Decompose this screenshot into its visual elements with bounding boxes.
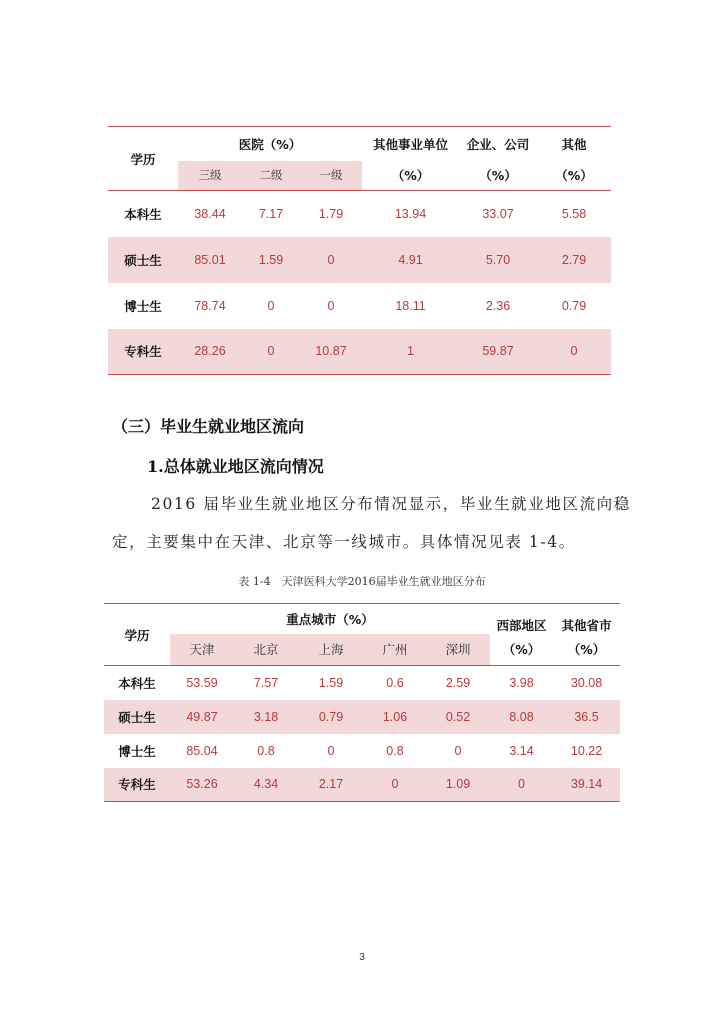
degree-header: 学历	[108, 127, 178, 191]
row-label: 专科生	[108, 329, 178, 375]
cell: 0	[454, 743, 462, 758]
cell: 0	[364, 768, 426, 802]
row-label: 硕士生	[108, 237, 178, 283]
cell: 3.14	[509, 743, 534, 758]
cell: 30.08	[570, 675, 603, 690]
hospital-header: 医院（%）	[238, 136, 302, 152]
cell: 0.79	[561, 298, 587, 313]
cell: 85.04	[186, 743, 218, 758]
cell: 0.52	[426, 700, 490, 734]
other-header: 其他	[561, 136, 587, 152]
cell: 39.14	[553, 768, 620, 802]
cell: 4.34	[234, 768, 298, 802]
cell: 3.18	[234, 700, 298, 734]
row-label: 博士生	[124, 298, 162, 314]
table-row	[104, 768, 620, 802]
cell: 0.8	[386, 743, 404, 758]
cell: 53.59	[186, 675, 218, 690]
cell: 7.17	[258, 206, 284, 221]
cell: 2.79	[537, 237, 611, 283]
table-row	[104, 666, 620, 700]
table-caption: 表 1-4 天津医科大学2016届毕业生就业地区分布	[238, 575, 486, 588]
cell: 7.57	[253, 675, 279, 690]
cell: 3.98	[509, 675, 534, 690]
table-row	[108, 237, 611, 283]
cell: 53.26	[170, 768, 234, 802]
cell: 8.08	[490, 700, 553, 734]
row-label: 硕士生	[104, 700, 170, 734]
cell: 2.36	[485, 298, 511, 313]
paragraph-line-2: 定，主要集中在天津、北京等一线城市。具体情况见表 1-4。	[112, 533, 576, 551]
paragraph-line-1: 2016 届毕业生就业地区分布情况显示，毕业生就业地区流向稳	[151, 495, 631, 513]
cell: 10.87	[300, 329, 362, 375]
subsection-heading: 1.总体就业地区流向情况	[147, 457, 324, 476]
city-shanghai: 上海	[298, 634, 364, 666]
cell: 5.70	[459, 237, 537, 283]
cell: 0	[490, 768, 553, 802]
city-beijing: 北京	[234, 634, 298, 666]
cell: 49.87	[170, 700, 234, 734]
cell: 0	[242, 329, 300, 375]
table-row	[104, 734, 620, 768]
row-label: 本科生	[118, 675, 156, 691]
region-employment-table	[104, 603, 620, 802]
cell: 1	[362, 329, 459, 375]
table-row	[104, 700, 620, 734]
cell: 4.91	[362, 237, 459, 283]
cell: 2.59	[445, 675, 471, 690]
cell: 1.09	[426, 768, 490, 802]
table-row	[108, 329, 611, 375]
enterprise-header: 企业、公司	[466, 136, 530, 152]
cell: 10.22	[570, 743, 603, 758]
hospital-employment-table	[108, 126, 611, 375]
cell: 36.5	[553, 700, 620, 734]
cell: 28.26	[178, 329, 242, 375]
cell: 1.79	[318, 206, 344, 221]
cell: 85.01	[178, 237, 242, 283]
other-unit: （%）	[537, 161, 611, 191]
cell: 0.79	[298, 700, 364, 734]
cell: 1.59	[242, 237, 300, 283]
hospital-level-2: 二级	[242, 161, 300, 191]
cell: 0	[300, 237, 362, 283]
hospital-level-3: 三级	[178, 161, 242, 191]
city-guangzhou: 广州	[364, 634, 426, 666]
cell: 5.58	[561, 206, 587, 221]
cell: 0	[537, 329, 611, 375]
cell: 0	[267, 298, 275, 313]
cell: 1.06	[364, 700, 426, 734]
cell: 0.8	[257, 743, 275, 758]
page-number: 3	[359, 952, 365, 963]
other-public-unit: （%）	[362, 161, 459, 191]
cell: 0.6	[386, 675, 404, 690]
city-shenzhen: 深圳	[426, 634, 490, 666]
row-label: 本科生	[124, 206, 162, 222]
other-public-header: 其他事业单位	[372, 136, 448, 152]
cell: 13.94	[394, 206, 427, 221]
west-unit: （%）	[490, 634, 553, 666]
other-province-unit: （%）	[553, 634, 620, 666]
cell: 38.44	[194, 206, 226, 221]
key-cities-header: 重点城市（%）	[286, 611, 374, 627]
cell: 1.59	[318, 675, 344, 690]
cell: 59.87	[459, 329, 537, 375]
table-row	[108, 191, 611, 237]
row-label: 专科生	[104, 768, 170, 802]
city-tianjin: 天津	[170, 634, 234, 666]
hospital-level-1: 一级	[300, 161, 362, 191]
cell: 0	[327, 743, 335, 758]
cell: 33.07	[482, 206, 514, 221]
cell: 78.74	[194, 298, 226, 313]
cell: 18.11	[395, 298, 426, 313]
west-header: 西部地区	[496, 617, 547, 633]
section-heading: （三）毕业生就业地区流向	[112, 417, 305, 436]
enterprise-unit: （%）	[459, 161, 537, 191]
other-province-header: 其他省市	[561, 617, 612, 633]
table-row	[108, 283, 611, 329]
cell: 0	[327, 298, 335, 313]
degree-header: 学历	[104, 604, 170, 666]
cell: 2.17	[298, 768, 364, 802]
row-label: 博士生	[118, 743, 156, 759]
